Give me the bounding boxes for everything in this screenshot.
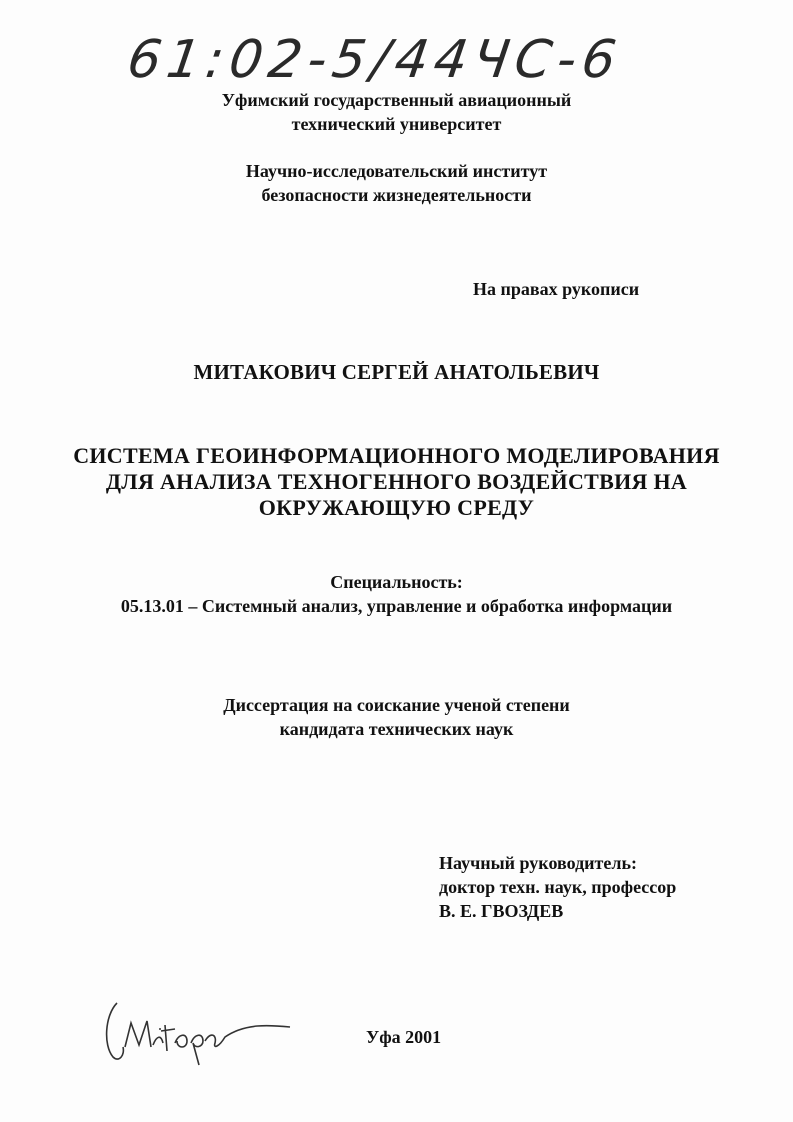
manuscript-note: На правах рукописи	[473, 279, 640, 299]
supervisor-position: доктор техн. наук, профессор	[439, 877, 677, 897]
university-name-line1: Уфимский государственный авиационный	[221, 90, 572, 110]
author-signature	[95, 985, 295, 1075]
supervisor-label: Научный руководитель:	[439, 853, 637, 873]
degree-line1: Диссертация на соискание ученой степени	[223, 695, 570, 715]
institute-name-line2: безопасности жизнедеятельности	[261, 185, 532, 205]
dissertation-title-line2: ДЛЯ АНАЛИЗА ТЕХНОГЕННОГО ВОЗДЕЙСТВИЯ НА	[105, 469, 688, 494]
city-year: Уфа 2001	[366, 1027, 442, 1047]
author-name: МИТАКОВИЧ СЕРГЕЙ АНАТОЛЬЕВИЧ	[193, 360, 600, 384]
degree-line2: кандидата технических наук	[279, 719, 514, 739]
archive-code-handwritten: 61:02-5/44ЧС-6	[123, 30, 626, 90]
supervisor-name: В. Е. ГВОЗДЕВ	[439, 901, 564, 921]
speciality-value: 05.13.01 – Системный анализ, управление и обработка информации	[120, 596, 673, 616]
speciality-label: Специальность:	[330, 572, 463, 592]
dissertation-title-line1: СИСТЕМА ГЕОИНФОРМАЦИОННОГО МОДЕЛИРОВАНИЯ	[73, 443, 720, 468]
university-name-line2: технический университет	[291, 114, 502, 134]
dissertation-title-line3: ОКРУЖАЮЩУЮ СРЕДУ	[258, 495, 535, 520]
institute-name-line1: Научно-исследовательский институт	[245, 161, 548, 181]
